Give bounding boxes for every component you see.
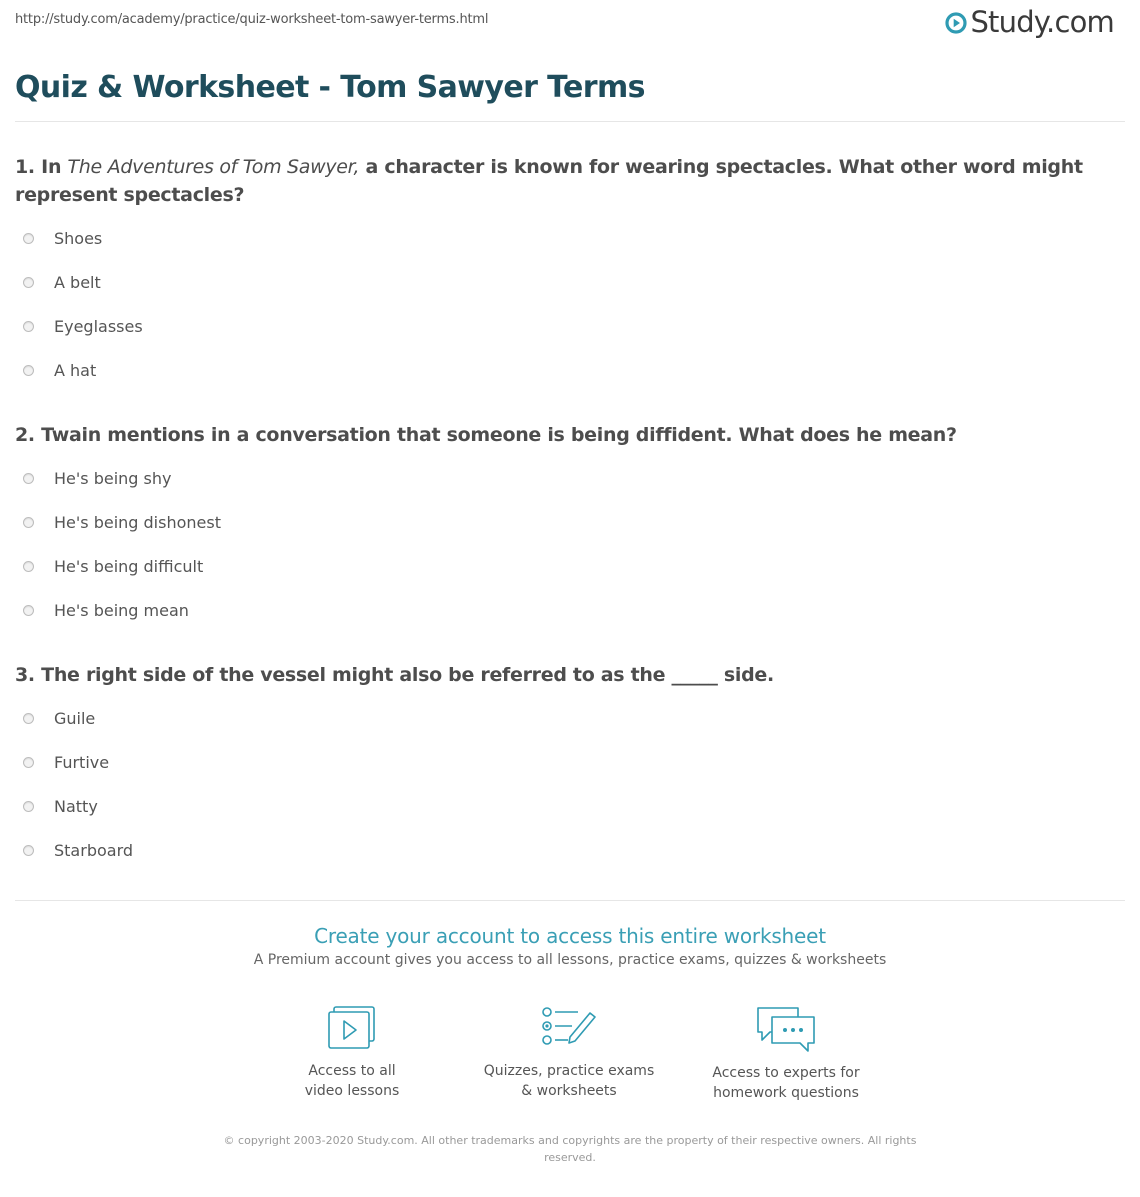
radio-button[interactable] xyxy=(23,561,34,572)
question-3-text: 3. The right side of the vessel might also be referred to as the _____ side. xyxy=(15,664,774,686)
chat-bubbles-icon xyxy=(754,1005,818,1053)
feature-quizzes: Quizzes, practice exams & worksheets xyxy=(469,1005,669,1101)
question-1-text: 1. In The Adventures of Tom Sawyer, a character is known for wearing spectacles. What other word might represent spectacles? xyxy=(15,156,1083,206)
video-lessons-icon xyxy=(326,1005,378,1051)
feature-experts: Access to experts for homework questions xyxy=(686,1005,886,1103)
page-url: http://study.com/academy/practice/quiz-worksheet-tom-sawyer-terms.html xyxy=(15,12,489,27)
question-1 xyxy=(15,153,1125,392)
radio-button[interactable] xyxy=(23,605,34,616)
page-title: Quiz & Worksheet - Tom Sawyer Terms xyxy=(15,70,645,105)
radio-button[interactable] xyxy=(23,801,34,812)
content-divider xyxy=(15,900,1125,901)
answer-option[interactable]: Guile xyxy=(15,696,1125,740)
study-logo[interactable] xyxy=(945,5,1114,39)
radio-button[interactable] xyxy=(23,321,34,332)
quiz-checklist-icon xyxy=(540,1005,598,1051)
answer-option[interactable]: He's being mean xyxy=(15,588,1125,632)
answer-option[interactable]: He's being difficult xyxy=(15,544,1125,588)
feature-video-lessons: Access to all video lessons xyxy=(252,1005,452,1101)
radio-button[interactable] xyxy=(23,517,34,528)
copyright-footer: © copyright 2003-2020 Study.com. All other trademarks and copyrights are the property of their respective owners. All rights reserved. xyxy=(223,1134,917,1164)
radio-button[interactable] xyxy=(23,713,34,724)
radio-button[interactable] xyxy=(23,845,34,856)
radio-button[interactable] xyxy=(23,473,34,484)
answer-option[interactable]: Starboard xyxy=(15,828,1125,872)
signup-cta xyxy=(0,924,1140,968)
radio-button[interactable] xyxy=(23,757,34,768)
answer-option[interactable]: He's being shy xyxy=(15,456,1125,500)
answer-option[interactable]: Furtive xyxy=(15,740,1125,784)
cta-title[interactable]: Create your account to access this entire worksheet xyxy=(314,924,826,948)
answer-option[interactable]: Eyeglasses xyxy=(15,304,1125,348)
header-divider xyxy=(15,121,1125,122)
answer-option[interactable]: A belt xyxy=(15,260,1125,304)
logo-text: Study.com xyxy=(970,5,1114,39)
question-2-text: 2. Twain mentions in a conversation that someone is being diffident. What does he mean? xyxy=(15,424,957,446)
answer-option[interactable]: He's being dishonest xyxy=(15,500,1125,544)
cta-subtitle: A Premium account gives you access to all lessons, practice exams, quizzes & worksheets xyxy=(253,952,887,968)
answer-option[interactable]: A hat xyxy=(15,348,1125,392)
radio-button[interactable] xyxy=(23,277,34,288)
answer-option[interactable]: Shoes xyxy=(15,216,1125,260)
play-circle-logo-icon xyxy=(945,12,967,34)
answer-option[interactable]: Natty xyxy=(15,784,1125,828)
question-2 xyxy=(15,421,1125,632)
radio-button[interactable] xyxy=(23,365,34,376)
question-3 xyxy=(15,661,1125,872)
radio-button[interactable] xyxy=(23,233,34,244)
